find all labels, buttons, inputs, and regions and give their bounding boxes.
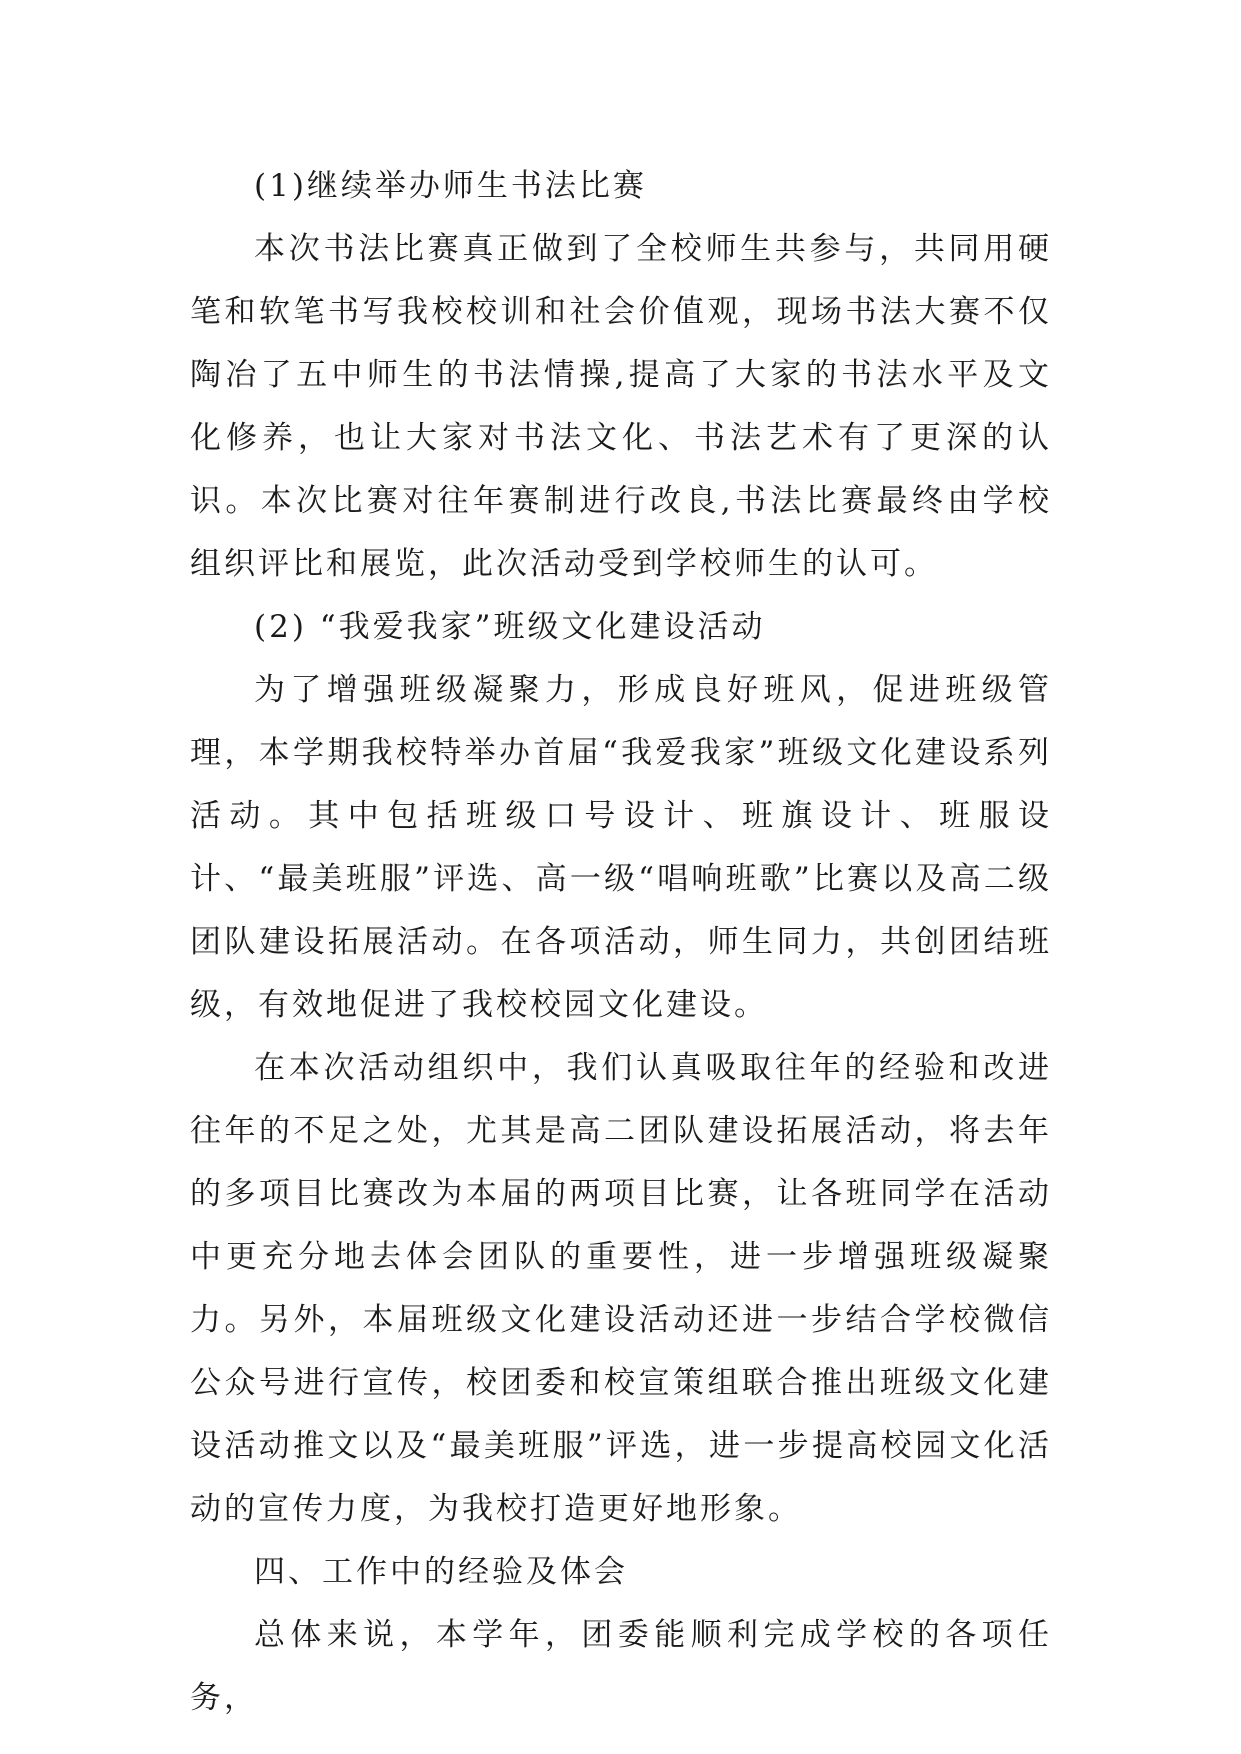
paragraph-calligraphy-contest: 本次书法比赛真正做到了全校师生共参与，共同用硬笔和软笔书写我校校训和社会价值观，现场书法大赛不仅陶冶了五中师生的书法情操,提高了大家的书法水平及文化修养，也让大家对书法文化、书法艺术有了更深的认识。本次比赛对往年赛制进行改良,书法比赛最终由学校组织评比和展览，此次活动受到学校师生的认可。: [190, 231, 1052, 582]
section-heading-calligraphy-contest: (1)继续举办师生书法比赛: [254, 168, 647, 204]
paragraph-activity-organization: 在本次活动组织中，我们认真吸取往年的经验和改进往年的不足之处，尤其是高二团队建设拓展活动，将去年的多项目比赛改为本届的两项目比赛，让各班同学在活动中更充分地去体会团队的重要性，进一步增强班级凝聚力。另外，本届班级文化建设活动还进一步结合学校微信公众号进行宣传，校团委和校宣策组联合推出班级文化建设活动推文以及“最美班服”评选，进一步提高校园文化活动的宣传力度，为我校打造更好地形象。: [190, 1050, 1052, 1527]
paragraph-summary: 总体来说，本学年，团委能顺利完成学校的各项任务，: [190, 1617, 1052, 1716]
section-heading-experience: 四、工作中的经验及体会: [254, 1554, 628, 1590]
document-body: [190, 155, 1052, 1730]
section-heading-class-culture: (2) “我爱我家”班级文化建设活动: [254, 609, 766, 645]
paragraph-class-culture: 为了增强班级凝聚力，形成良好班风，促进班级管理，本学期我校特举办首届“我爱我家”班级文化建设系列活动。其中包括班级口号设计、班旗设计、班服设计、“最美班服”评选、高一级“唱响班歌”比赛以及高二级团队建设拓展活动。在各项活动，师生同力，共创团结班级，有效地促进了我校校园文化建设。: [190, 672, 1052, 1023]
